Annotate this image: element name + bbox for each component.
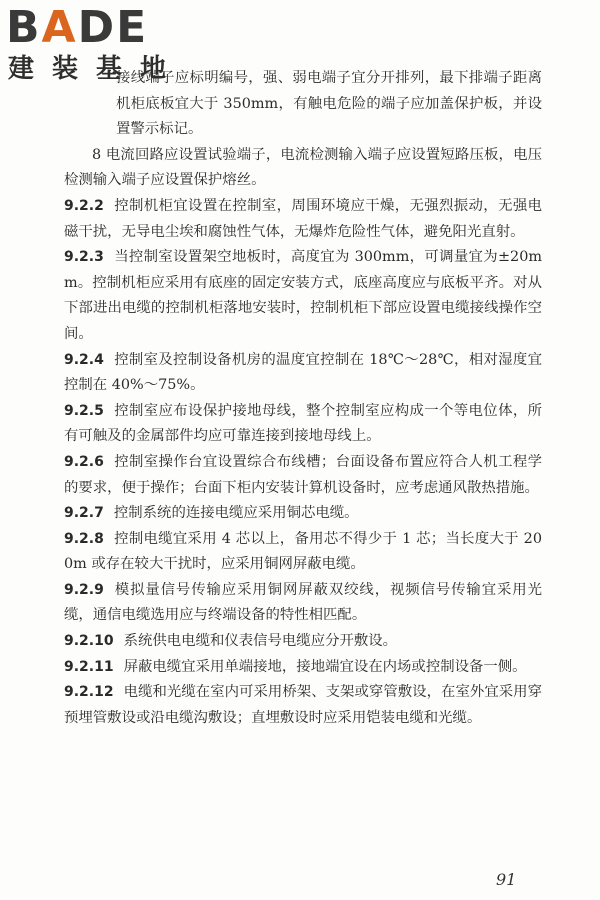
paragraph-text: 电缆和光缆在室内可采用桥架、支架或穿管敷设，在室外宜采用穿预埋管敷设或沿电缆沟敷设；直埋敷设时应采用铠装电缆和光缆。	[64, 684, 542, 726]
paragraph-text: 屏蔽电缆宜采用单端接地，接地端宜设在内场或控制设备一侧。	[123, 658, 527, 675]
paragraph-text: 系统供电电缆和仪表信号电缆应分开敷设。	[123, 633, 398, 650]
logo-letter-accent: A	[41, 2, 78, 53]
clause-number: 9.2.11	[64, 658, 114, 675]
paragraph-text: 控制系统的连接电缆应采用铜芯电缆。	[113, 505, 359, 522]
body-text	[64, 66, 542, 731]
paragraph-text: 8 电流回路应设置试验端子，电流检测输入端子应设置短路压板，电压检测输入端子应设置保护熔丝。	[64, 146, 542, 189]
clause-9-2-4	[64, 348, 542, 399]
clause-number: 9.2.2	[64, 197, 104, 214]
logo-wordmark	[6, 2, 184, 53]
paragraph-text: 控制室及控制设备机房的温度宜控制在 18℃～28℃，相对湿度宜控制在 40%～75%。	[64, 351, 542, 394]
clause-9-2-10	[64, 629, 542, 655]
clause-number: 9.2.7	[64, 505, 104, 522]
paragraph-1	[64, 143, 542, 194]
clause-9-2-2	[64, 194, 542, 245]
paragraph-text: 控制室操作台宜设置综合布线槽；台面设备布置应符合人机工程学的要求，便于操作；台面下柜内安装计算机设备时，应考虑通风散热措施。	[64, 453, 542, 496]
clause-9-2-12	[64, 680, 542, 731]
clause-number: 9.2.8	[64, 530, 104, 547]
clause-number: 9.2.6	[64, 453, 104, 470]
clause-9-2-3	[64, 245, 542, 347]
paragraph-text: 模拟量信号传输应采用铜网屏蔽双绞线，视频信号传输宜采用光缆，通信电缆选用应与终端设备的特性相匹配。	[64, 581, 542, 624]
logo-letter: B	[6, 2, 42, 53]
clause-number: 9.2.3	[64, 249, 104, 266]
watermark-logo	[6, 2, 185, 84]
paragraph-text: 控制室应布设保护接地母线，整个控制室应构成一个等电位体，所有可触及的金属部件均应可靠连接到接地母线上。	[64, 402, 542, 445]
clause-9-2-8	[64, 527, 542, 578]
logo-letters: DE	[77, 2, 149, 53]
clause-number: 9.2.5	[64, 402, 104, 419]
clause-number: 9.2.9	[64, 581, 104, 598]
page-number: 91	[496, 870, 517, 889]
logo-subtitle: 建装基地	[8, 54, 185, 84]
clause-9-2-5	[64, 399, 542, 450]
clause-9-2-7	[64, 501, 542, 527]
paragraph-text: 当控制室设置架空地板时，高度宜为 300mm，可调量宜为±20mm。控制机柜应采用有底座的固定安装方式，底座高度应与底板平齐。对从下部进出电缆的控制机柜落地安装时，控制机柜下部应设置电缆接线操作空间。	[64, 249, 542, 342]
clause-9-2-6	[64, 450, 542, 501]
paragraph-text: 接线端子应标明编号，强、弱电端子宜分开排列，最下排端子距离机柜底板宜大于 350mm，有触电危险的端子应加盖保护板，并设置警示标记。	[116, 70, 542, 138]
clause-number: 9.2.10	[64, 633, 114, 650]
clause-number: 9.2.4	[64, 351, 104, 368]
paragraph-text: 控制电缆宜采用 4 芯以上，备用芯不得少于 1 芯；当长度大于 200m 或存在较大干扰时，应采用铜网屏蔽电缆。	[64, 530, 542, 573]
clause-number: 9.2.12	[64, 684, 114, 701]
paragraph-text: 控制机柜宜设置在控制室，周围环境应干燥，无强烈振动，无强电磁干扰，无导电尘埃和腐蚀性气体，无爆炸危险性气体，避免阳光直射。	[64, 197, 542, 240]
clause-9-2-9	[64, 578, 542, 629]
clause-9-2-11	[64, 655, 542, 681]
